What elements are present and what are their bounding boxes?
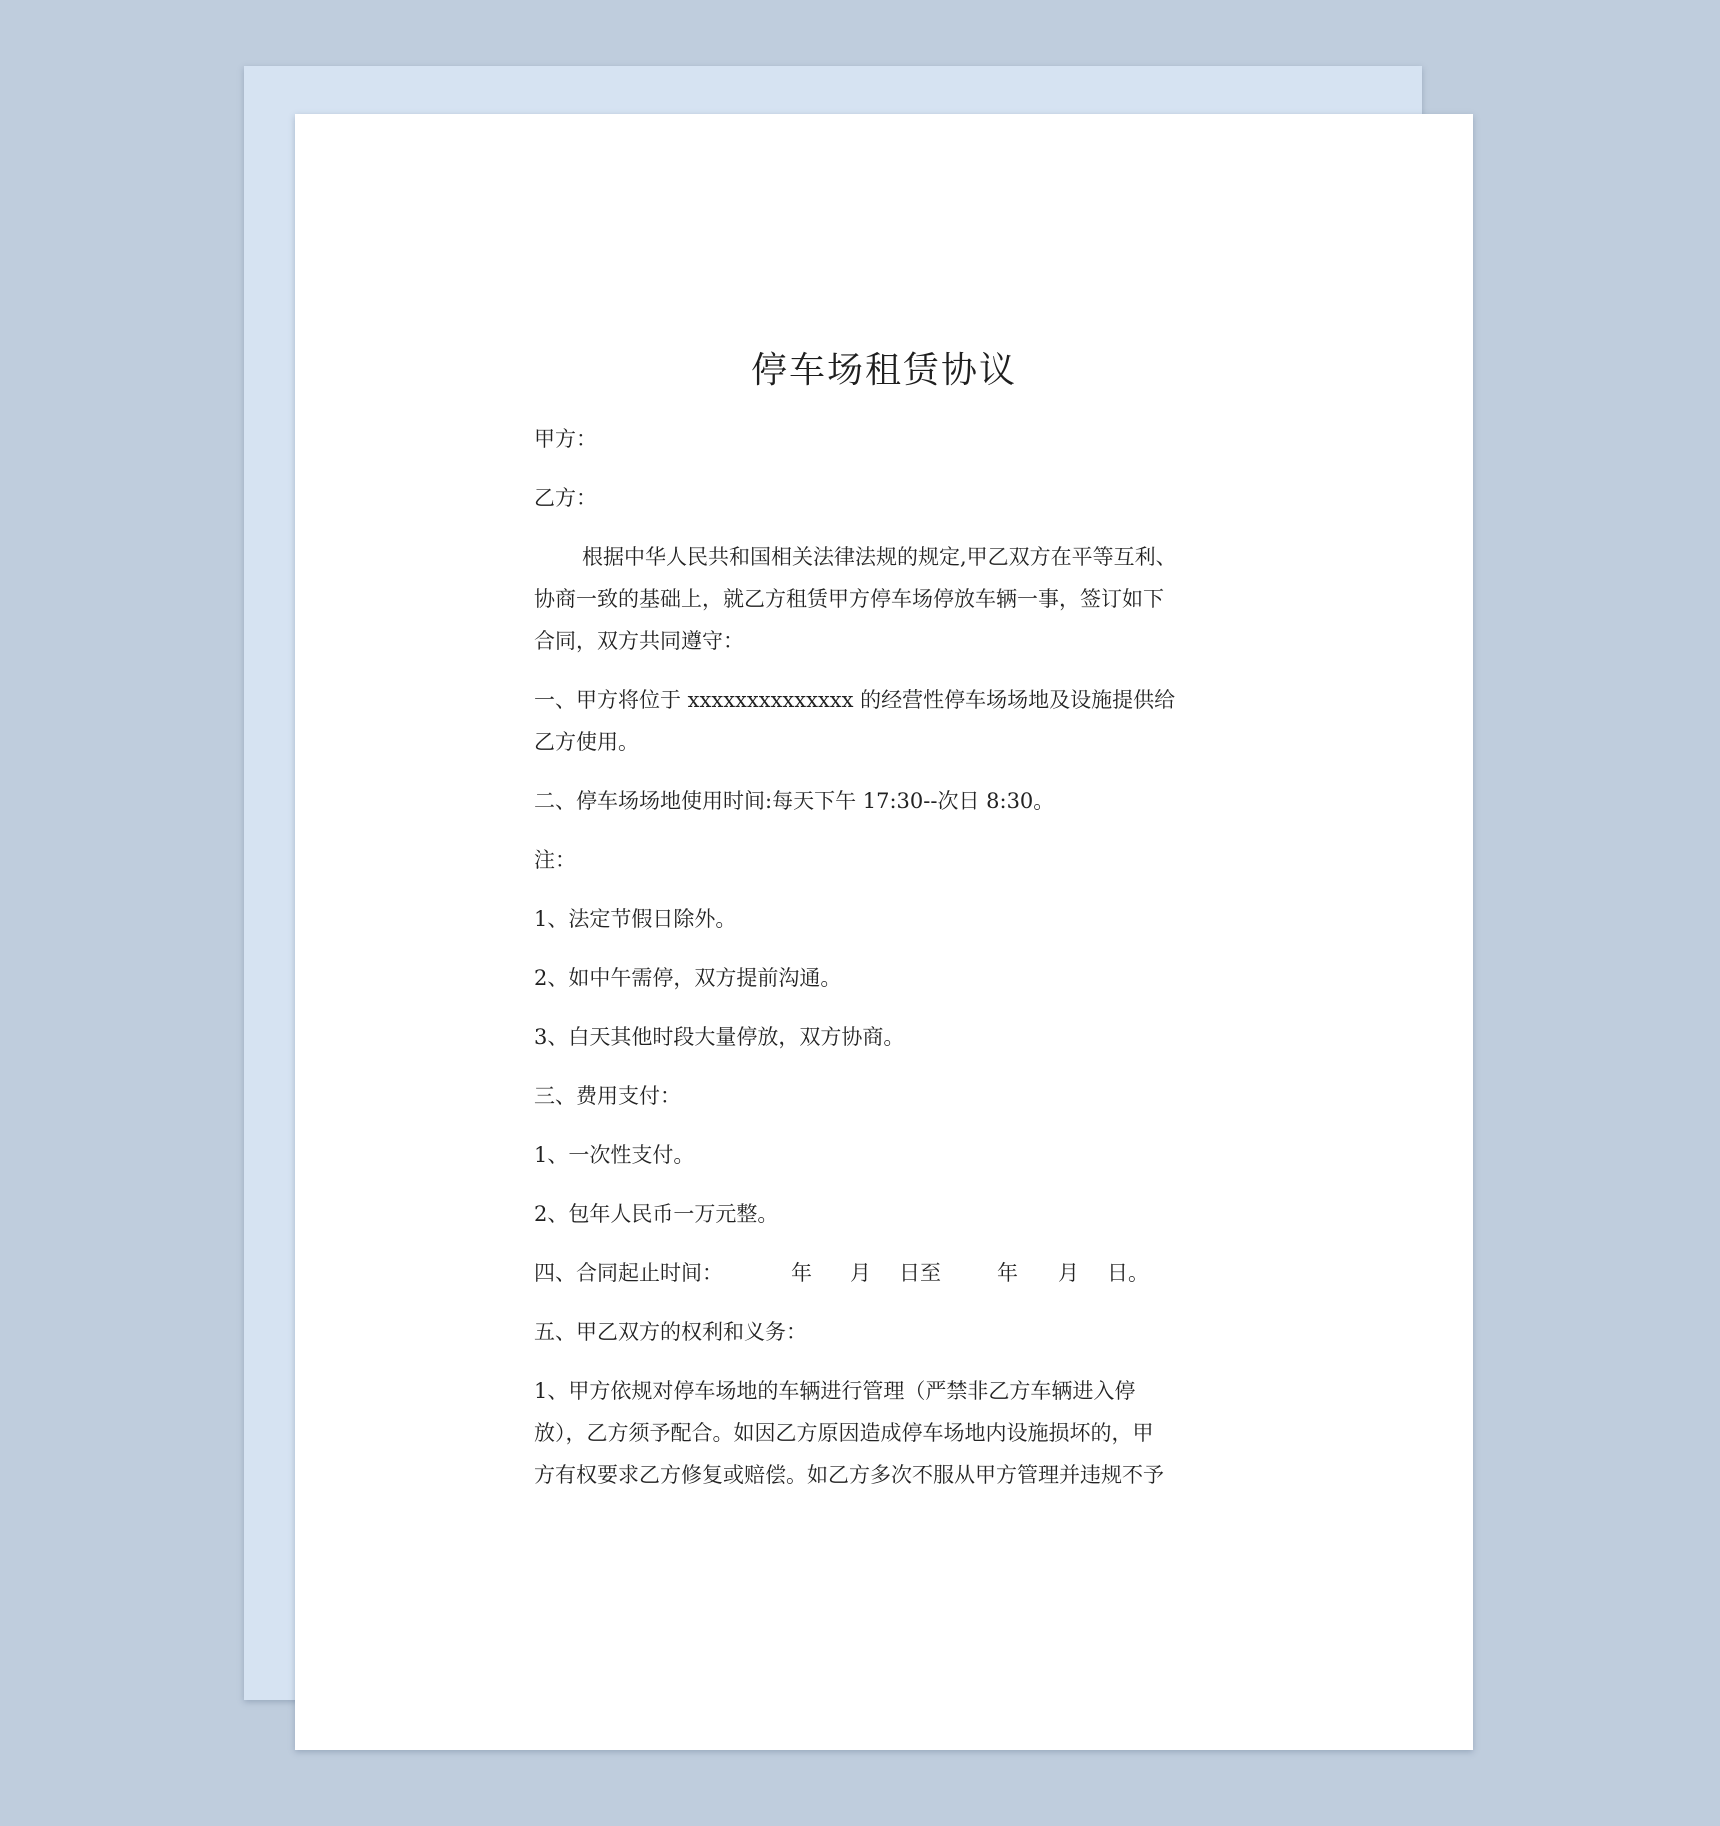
clause-3: 三、费用支付： — [534, 1084, 681, 1108]
date-month-1: 月 — [850, 1261, 871, 1285]
intro-line: 协商一致的基础上，就乙方租赁甲方停车场停放车辆一事，签订如下 — [534, 587, 1164, 611]
note-item: 3、白天其他时段大量停放，双方协商。 — [534, 1025, 905, 1049]
date-day-2: 日。 — [1107, 1261, 1149, 1285]
rights-line: 1、甲方依规对停车场地的车辆进行管理（严禁非乙方车辆进入停 — [534, 1379, 1136, 1403]
clause-1-line: 一、甲方将位于 xxxxxxxxxxxxxx 的经营性停车场场地及设施提供给 — [534, 688, 1176, 712]
date-year-1: 年 — [791, 1261, 812, 1285]
date-year-2: 年 — [997, 1261, 1018, 1285]
payment-item: 1、一次性支付。 — [534, 1143, 695, 1167]
payment-item: 2、包年人民币一万元整。 — [534, 1202, 779, 1226]
date-month-2: 月 — [1058, 1261, 1079, 1285]
note-item: 1、法定节假日除外。 — [534, 907, 737, 931]
clause-1-line: 乙方使用。 — [534, 730, 639, 754]
intro-line: 合同，双方共同遵守： — [534, 629, 744, 653]
clause-4-label: 四、合同起止时间： — [534, 1261, 723, 1285]
rights-line: 放），乙方须予配合。如因乙方原因造成停车场地内设施损坏的，甲 — [534, 1421, 1154, 1445]
intro-line: 根据中华人民共和国相关法律法规的规定,甲乙双方在平等互利、 — [582, 545, 1177, 569]
clause-2: 二、停车场场地使用时间:每天下午 17:30--次日 8:30。 — [534, 789, 1055, 813]
clause-5: 五、甲乙双方的权利和义务： — [534, 1320, 807, 1344]
rights-line: 方有权要求乙方修复或赔偿。如乙方多次不服从甲方管理并违规不予 — [534, 1463, 1164, 1487]
document-page — [295, 114, 1473, 1750]
party-a-label: 甲方： — [534, 427, 597, 451]
note-item: 2、如中午需停，双方提前沟通。 — [534, 966, 842, 990]
note-heading: 注： — [534, 848, 576, 872]
party-b-label: 乙方： — [534, 486, 597, 510]
document-title: 停车场租赁协议 — [750, 350, 1017, 391]
clause-4 — [534, 1253, 1149, 1294]
date-day-1: 日至 — [899, 1261, 941, 1285]
